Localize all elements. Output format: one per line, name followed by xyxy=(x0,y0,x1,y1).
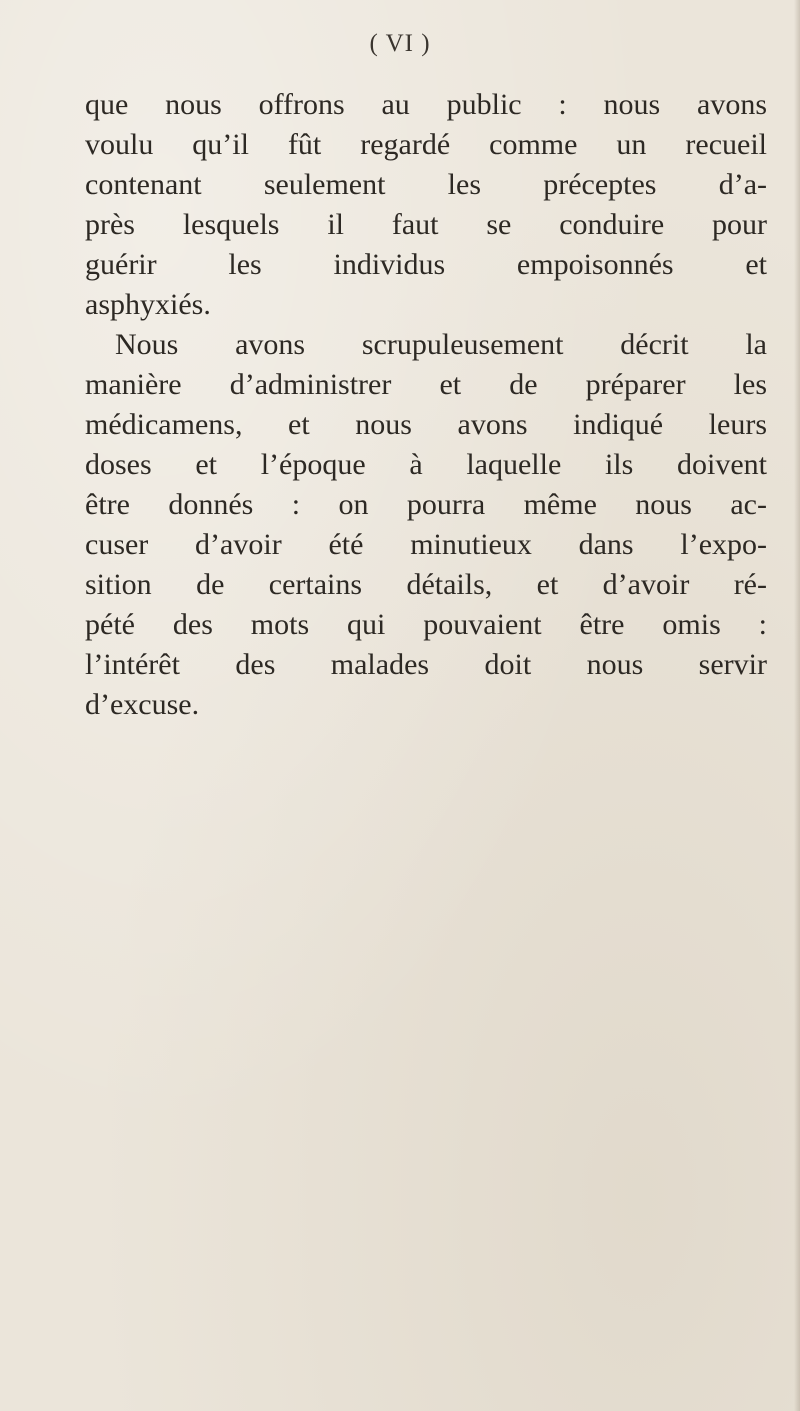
text-line: d’excuse. xyxy=(85,688,200,721)
text-line: asphyxiés. xyxy=(85,288,211,321)
page-edge-shadow xyxy=(794,0,800,1411)
text-line: pété des mots qui pouvaient être omis : xyxy=(85,608,767,641)
paragraph-2 xyxy=(85,325,767,725)
text-line: contenant seulement les préceptes d’a- xyxy=(85,168,767,201)
text-line: Nous avons scrupuleusement décrit la xyxy=(115,328,767,361)
text-line: manière d’administrer et de préparer les xyxy=(85,368,767,401)
paragraph-1 xyxy=(85,85,767,325)
text-line: médicamens, et nous avons indiqué leurs xyxy=(85,408,767,441)
text-line: sition de certains détails, et d’avoir ré- xyxy=(85,568,767,601)
body-text xyxy=(85,85,767,725)
page-number: ( VI ) xyxy=(369,30,431,57)
text-line: cuser d’avoir été minutieux dans l’expo- xyxy=(85,528,767,561)
text-line: près lesquels il faut se conduire pour xyxy=(85,208,767,241)
text-line: être donnés : on pourra même nous ac- xyxy=(85,488,767,521)
text-line: que nous offrons au public : nous avons xyxy=(85,88,767,121)
text-line: doses et l’époque à laquelle ils doivent xyxy=(85,448,767,481)
text-line: voulu qu’il fût regardé comme un recueil xyxy=(85,128,767,161)
text-line: l’intérêt des malades doit nous servir xyxy=(85,648,767,681)
text-line: guérir les individus empoisonnés et xyxy=(85,248,767,281)
